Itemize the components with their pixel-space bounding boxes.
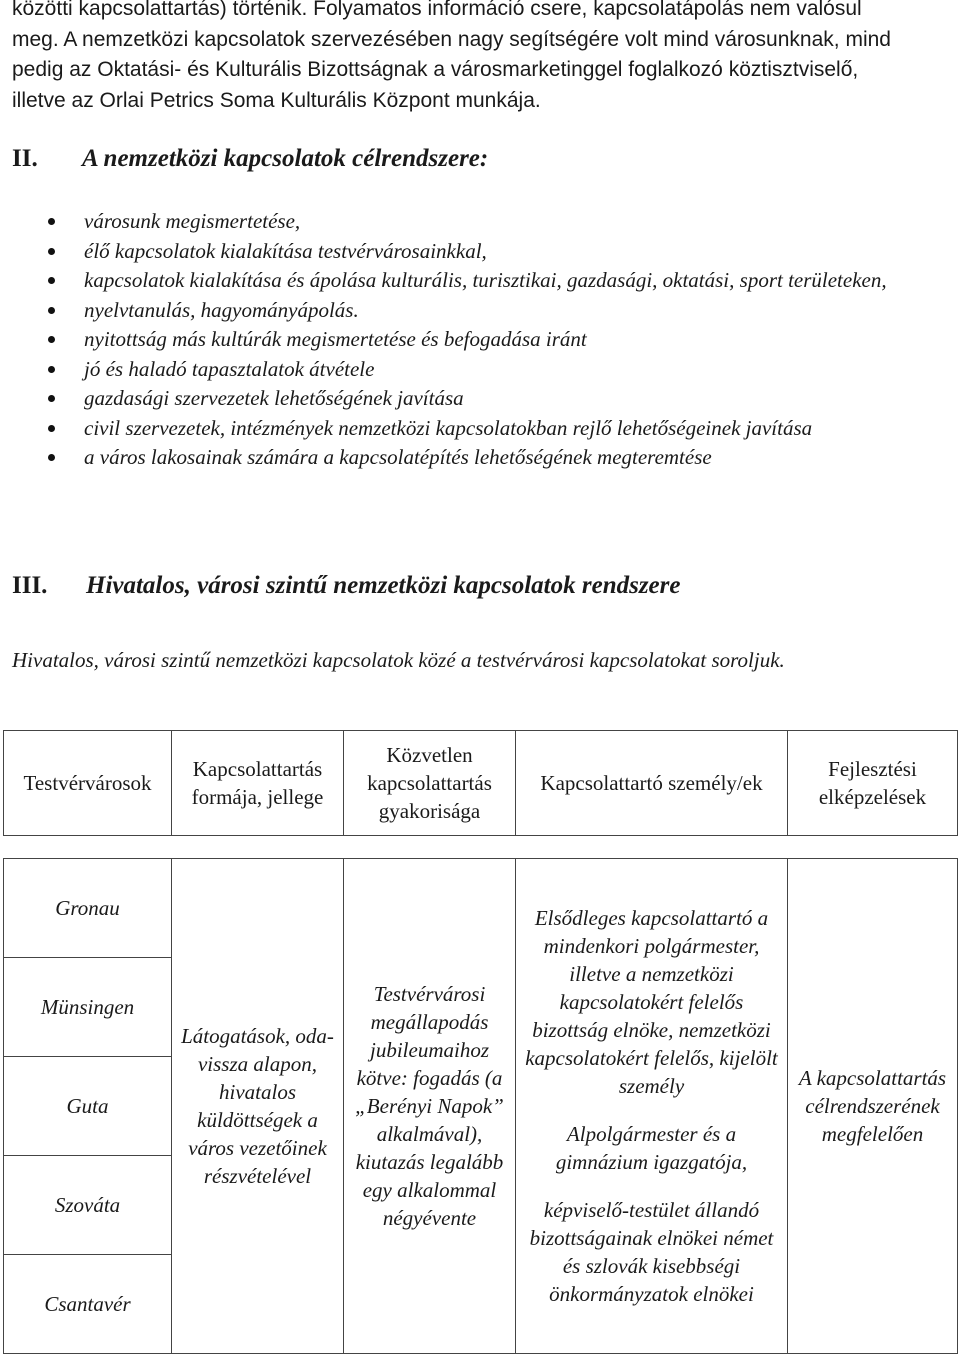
bullet-icon [48,395,55,402]
intro-line: meg. A nemzetközi kapcsolatok szervezésében nagy segítségére volt mind városunknak, mind [12,27,891,51]
list-item: civil szervezetek, intézmények nemzetközi kapcsolatokban rejlő lehetőségeinek javítása [44,414,924,444]
table-row [4,859,958,958]
column-header: Fejlesztési elképzelések [788,731,958,836]
contacts-cell [516,859,788,1354]
section-title: A nemzetközi kapcsolatok célrendszere: [82,145,489,172]
contact-text: képviselő-testület állandó bizottságainak elnökei német és szlovák kisebbségi önkormányzatok elnökei [529,1198,774,1306]
twin-cities-table [3,730,958,1354]
list-item: a város lakosainak számára a kapcsolatépítés lehetőségének megteremtése [44,443,924,473]
section-heading-3 [12,572,680,600]
intro-paragraph [12,0,948,116]
table-spacer-row [4,836,958,859]
intro-line: közötti kapcsolattartás) történik. Folyamatos információ csere, kapcsolatápolás nem valósul [12,0,862,20]
section-number: III. [12,572,48,599]
contact-text: Alpolgármester és a gimnázium igazgatója, [555,1122,748,1174]
bullet-icon [48,425,55,432]
list-item: gazdasági szervezetek lehetőségének javítása [44,384,924,414]
column-header: Közvetlen kapcsolattartás gyakorisága [344,731,516,836]
column-header: Testvérvárosok [4,731,172,836]
list-item: nyitottság más kultúrák megismertetése és befogadása iránt [44,325,924,355]
bullet-icon [48,307,55,314]
city-cell: Gronau [4,859,172,958]
city-cell: Guta [4,1057,172,1156]
city-cell: Münsingen [4,958,172,1057]
section-summary: Hivatalos, városi szintű nemzetközi kapcsolatok közé a testvérvárosi kapcsolatokat soroljuk. [12,648,785,672]
intro-line: illetve az Orlai Petrics Soma Kulturális Központ munkája. [12,88,541,112]
table-header-row [4,731,958,836]
form-cell: Látogatások, oda-vissza alapon, hivatalos küldöttségek a város vezetőinek részvételével [172,859,344,1354]
section-heading-2 [12,145,488,173]
intro-line: pedig az Oktatási- és Kulturális Bizottságnak a városmarketinggel foglalkozó köztisztviselő, [12,58,859,81]
section-title: Hivatalos, városi szintű nemzetközi kapcsolatok rendszere [86,572,681,599]
bullet-icon [48,454,55,461]
goals-list [44,207,924,473]
bullet-icon [48,336,55,343]
plans-cell: A kapcsolattartás célrendszerének megfelelően [788,859,958,1354]
list-item: nyelvtanulás, hagyományápolás. [44,296,924,326]
bullet-icon [48,248,55,255]
column-header: Kapcsolattartás formája, jellege [172,731,344,836]
bullet-icon [48,218,55,225]
bullet-icon [48,277,55,284]
list-item: jó és haladó tapasztalatok átvétele [44,355,924,385]
bullet-icon [48,366,55,373]
list-item: élő kapcsolatok kialakítása testvérvárosainkkal, [44,237,924,267]
contact-text: Elsődleges kapcsolattartó a mindenkori polgármester, illetve a nemzetközi kapcsolatokért felelős bizottság elnöke, nemzetközi kapcsolatokért felelős, kijelölt személy [525,906,778,1098]
section-number: II. [12,145,38,172]
column-header: Kapcsolattartó személy/ek [516,731,788,836]
city-cell: Csantavér [4,1255,172,1354]
list-item: városunk megismertetése, [44,207,924,237]
list-item: kapcsolatok kialakítása és ápolása kulturális, turisztikai, gazdasági, oktatási, sport területeken, [44,266,924,296]
frequency-cell: Testvérvárosi megállapodás jubileumaihoz kötve: fogadás (a „Berényi Napok” alkalmával), kiutazás legalább egy alkalommal négyévente [344,859,516,1354]
city-cell: Szováta [4,1156,172,1255]
